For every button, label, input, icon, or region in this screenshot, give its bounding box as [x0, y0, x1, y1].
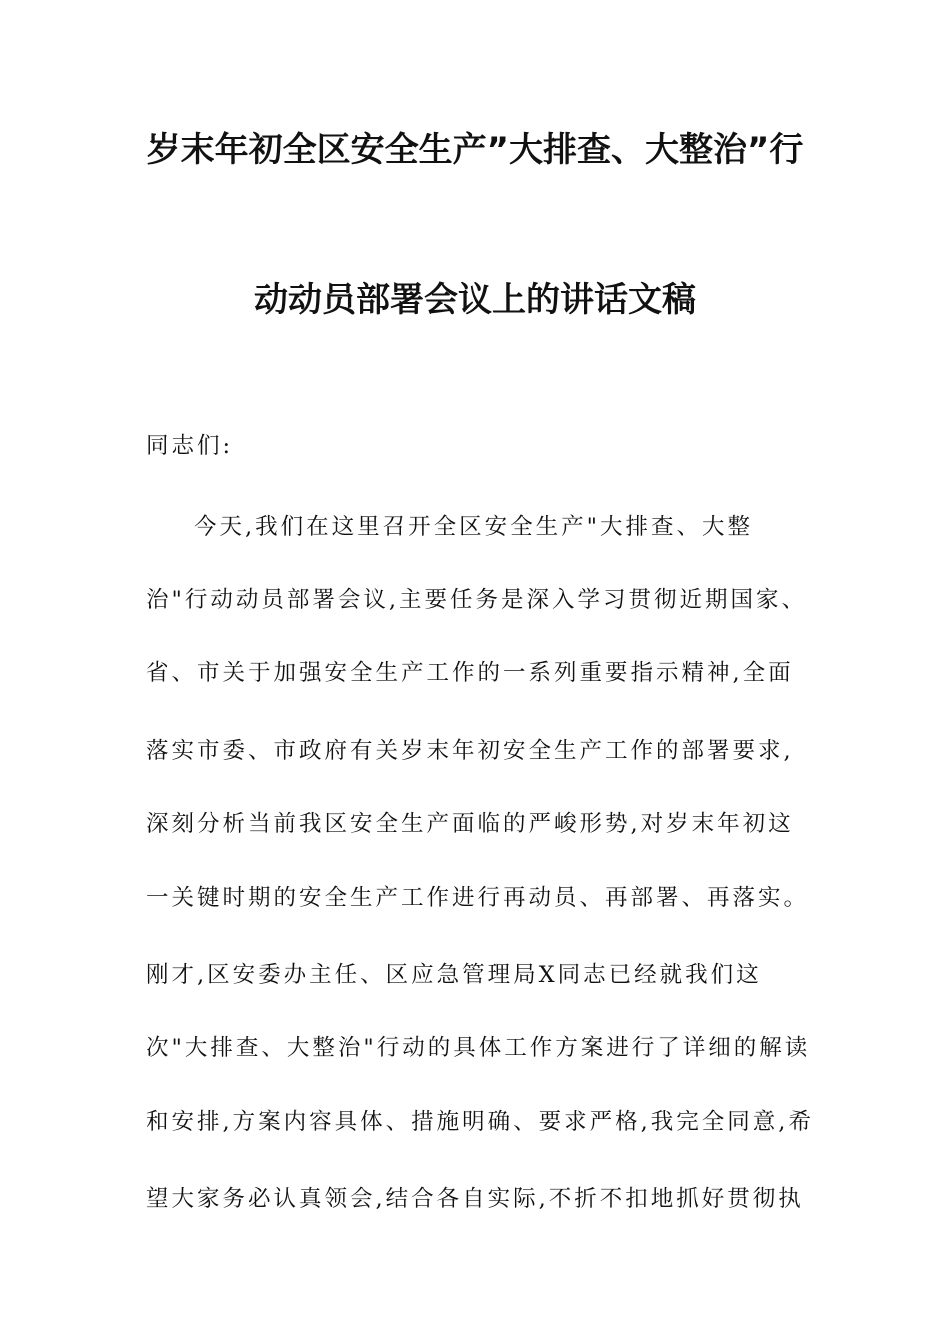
body-line-7: 刚才,区安委办主任、区应急管理局X同志已经就我们这: [146, 962, 762, 988]
document-title-line-2: 动动员部署会议上的讲话文稿: [254, 280, 696, 320]
body-line-9: 和安排,方案内容具体、措施明确、要求严格,我完全同意,希: [146, 1109, 814, 1135]
document-title-line-1: 岁末年初全区安全生产”大排查、大整治”行: [146, 130, 804, 170]
body-line-6: 一关键时期的安全生产工作进行再动员、再部署、再落实。: [146, 885, 810, 911]
body-line-8: 次"大排查、大整治"行动的具体工作方案进行了详细的解读: [146, 1035, 811, 1061]
body-line-3: 省、市关于加强安全生产工作的一系列重要指示精神,全面: [146, 660, 794, 686]
salutation: 同志们:: [146, 433, 234, 459]
body-line-10: 望大家务必认真领会,结合各自实际,不折不扣地抓好贯彻执: [146, 1186, 804, 1212]
body-line-2: 治"行动动员部署会议,主要任务是深入学习贯彻近期国家、: [146, 587, 808, 613]
body-line-5: 深刻分析当前我区安全生产面临的严峻形势,对岁末年初这: [146, 811, 794, 837]
body-line-4: 落实市委、市政府有关岁末年初安全生产工作的部署要求,: [146, 738, 794, 764]
body-line-1: 今天,我们在这里召开全区安全生产"大排查、大整: [194, 514, 754, 540]
